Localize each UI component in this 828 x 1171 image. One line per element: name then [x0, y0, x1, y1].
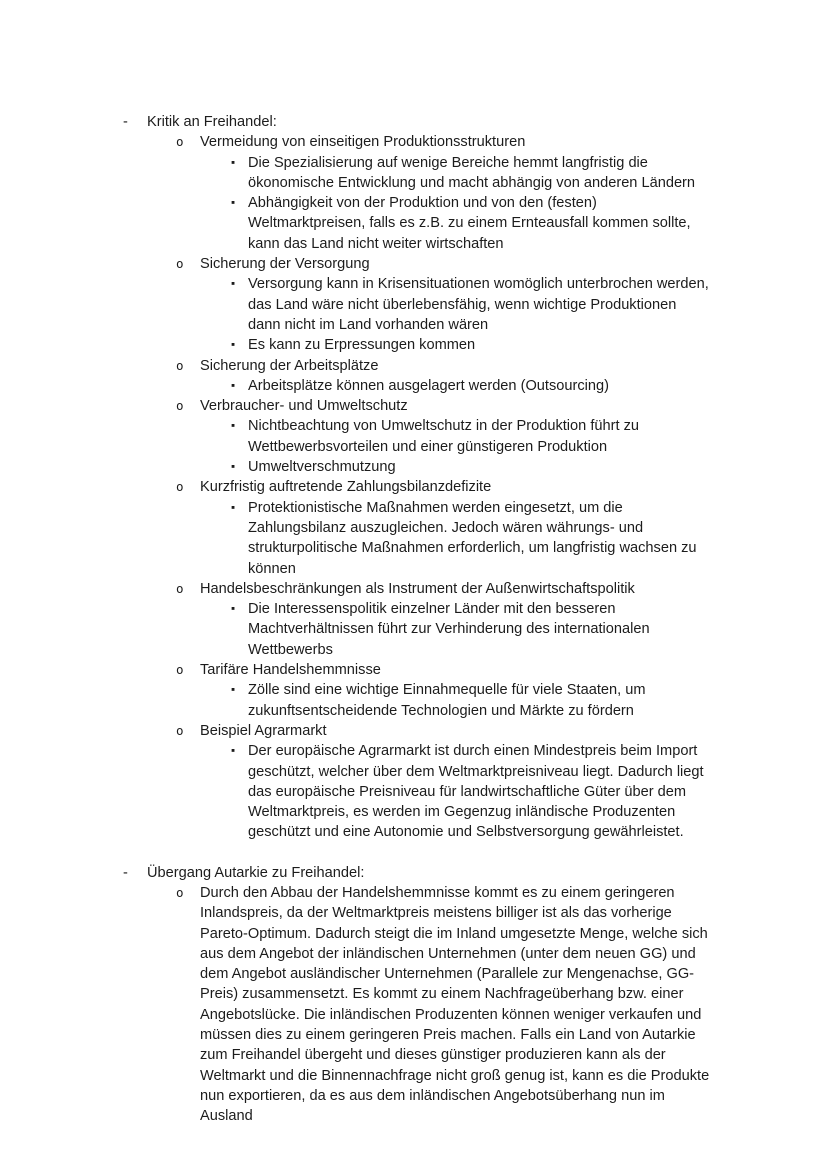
square-bullet-icon: ▪ [231, 278, 236, 291]
point-text: Zölle sind eine wichtige Einnahmequelle für viele Staaten, um zukunftsentscheidende Technologien und Märkte zu fördern [248, 682, 646, 719]
section-title: Kritik an Freihandel: [147, 114, 277, 130]
bullet-section [123, 112, 712, 843]
bullet-item-level3 [231, 193, 712, 254]
subitem-text: Kurzfristig auftretende Zahlungsbilanzdefizite [200, 479, 492, 496]
bullet-item-level3 [231, 741, 712, 842]
square-bullet-icon: ▪ [231, 379, 236, 392]
bullet-item-level3 [231, 416, 712, 457]
subitem-text: Sicherung der Versorgung [200, 256, 370, 273]
bullet-item-level2 [176, 660, 712, 680]
point-text: Umweltverschmutzung [248, 459, 396, 476]
section-title: Übergang Autarkie zu Freihandel: [147, 864, 365, 881]
point-text: Versorgung kann in Krisensituationen womöglich unterbrochen werden, das Land wäre nicht überlebensfähig, wenn wichtige Produktionen dann nicht im Land vorhanden wären [248, 276, 709, 333]
circle-bullet-icon: o [176, 134, 184, 150]
subitem-text: Beispiel Agrarmarkt [200, 722, 327, 739]
square-bullet-icon: ▪ [231, 339, 236, 352]
bullet-item-level3 [231, 680, 712, 721]
square-bullet-icon: ▪ [231, 603, 236, 616]
circle-bullet-icon: o [176, 357, 184, 373]
bullet-section [123, 863, 712, 1127]
bullet-item-level2 [176, 721, 712, 741]
subitem-text: Verbraucher- und Umweltschutz [200, 398, 408, 415]
circle-bullet-icon: o [176, 479, 184, 495]
subitem-text: Sicherung der Arbeitsplätze [200, 357, 379, 374]
bullet-item-level3 [231, 153, 712, 194]
square-bullet-icon: ▪ [231, 684, 236, 697]
bullet-item-level2 [176, 579, 712, 599]
bullet-item-level2 [176, 477, 712, 497]
bullet-item-level3 [231, 335, 712, 355]
bullet-item-level2 [176, 132, 712, 152]
circle-bullet-icon: o [176, 884, 184, 900]
point-text: Die Spezialisierung auf wenige Bereiche hemmt langfristig die ökonomische Entwicklung und macht abhängig von anderen Ländern [248, 154, 696, 191]
square-bullet-icon: ▪ [231, 156, 236, 169]
subitem-text: Vermeidung von einseitigen Produktionsstrukturen [200, 134, 526, 151]
bullet-item-level3 [231, 457, 712, 477]
subitem-text: Durch den Abbau der Handelshemmnisse kommt es zu einem geringeren Inlandspreis, da der Weltmarktpreis meistens billiger ist als das vorherige Pareto-Optimum. Dadurch steigt die im Inland umgesetzte Menge, welche sich aus dem Angebot der inländischen Unternehmen (unter dem neuen GG) und dem Angebot ausländischer Unternehmen (Parallele zur Mengenachse, GG-Preis) zusammensetzt. Es kommt zu einem Nachfrageüberhang bzw. einer Angebotslücke. Die inländischen Produzenten können weniger verkaufen und müssen dies zu einem geringeren Preis machen. Falls ein Land von Autarkie zum Freihandel übergeht und dieses günstiger produzieren kann als der Weltmarkt und die Binnennachfrage nicht groß genug ist, kann es die Produkte nun exportieren, da es aus dem inländischen Angebotsüberhang nun im Ausland [200, 884, 710, 1125]
square-bullet-icon: ▪ [231, 501, 236, 514]
subitem-text: Handelsbeschränkungen als Instrument der Außenwirtschaftspolitik [200, 580, 635, 597]
document-body [123, 112, 712, 1127]
square-bullet-icon: ▪ [231, 461, 236, 474]
bullet-item-level3 [231, 599, 712, 660]
point-text: Arbeitsplätze können ausgelagert werden (Outsourcing) [248, 377, 609, 394]
bullet-item-level2 [176, 396, 712, 416]
circle-bullet-icon: o [176, 662, 184, 678]
circle-bullet-icon: o [176, 256, 184, 272]
point-text: Protektionistische Maßnahmen werden eingesetzt, um die Zahlungsbilanz auszugleichen. Jedoch wären währungs- und strukturpolitische Maßnahmen erforderlich, um langfristig wachsen zu können [248, 499, 697, 577]
point-text: Nichtbeachtung von Umweltschutz in der Produktion führt zu Wettbewerbsvorteilen und einer günstigeren Produktion [248, 418, 639, 455]
bullet-item-level3 [231, 274, 712, 335]
bullet-item-level3 [231, 498, 712, 579]
point-text: Abhängigkeit von der Produktion und von den (festen) Weltmarktpreisen, falls es z.B. zu einem Ernteausfall kommen sollte, kann das Land nicht weiter wirtschaften [248, 195, 691, 252]
point-text: Die Interessenspolitik einzelner Länder mit den besseren Machtverhältnissen führt zur Verhinderung des internationalen Wettbewerbs [248, 601, 650, 658]
circle-bullet-icon: o [176, 580, 184, 596]
square-bullet-icon: ▪ [231, 420, 236, 433]
bullet-item-level1 [123, 112, 712, 132]
bullet-item-level1 [123, 863, 712, 883]
dash-bullet-icon: - [123, 864, 128, 881]
bullet-item-level2 [176, 254, 712, 274]
bullet-item-level2 [176, 356, 712, 376]
circle-bullet-icon: o [176, 398, 184, 414]
subitem-text: Tarifäre Handelshemmnisse [200, 662, 381, 679]
square-bullet-icon: ▪ [231, 745, 236, 758]
point-text: Der europäische Agrarmarkt ist durch einen Mindestpreis beim Import geschützt, welcher über dem Weltmarktpreisniveau liegt. Dadurch liegt das europäische Preisniveau für landwirtschaftliche Güter über dem Weltmarktpreis, es werden im Gegenzug inländische Produzenten geschützt und eine Autonomie und Selbstversorgung gewährleistet. [248, 743, 704, 841]
point-text: Es kann zu Erpressungen kommen [248, 337, 476, 354]
bullet-item-level2 [176, 883, 712, 1127]
circle-bullet-icon: o [176, 722, 184, 738]
bullet-item-level3 [231, 376, 712, 396]
dash-bullet-icon: - [123, 114, 128, 130]
square-bullet-icon: ▪ [231, 197, 236, 210]
